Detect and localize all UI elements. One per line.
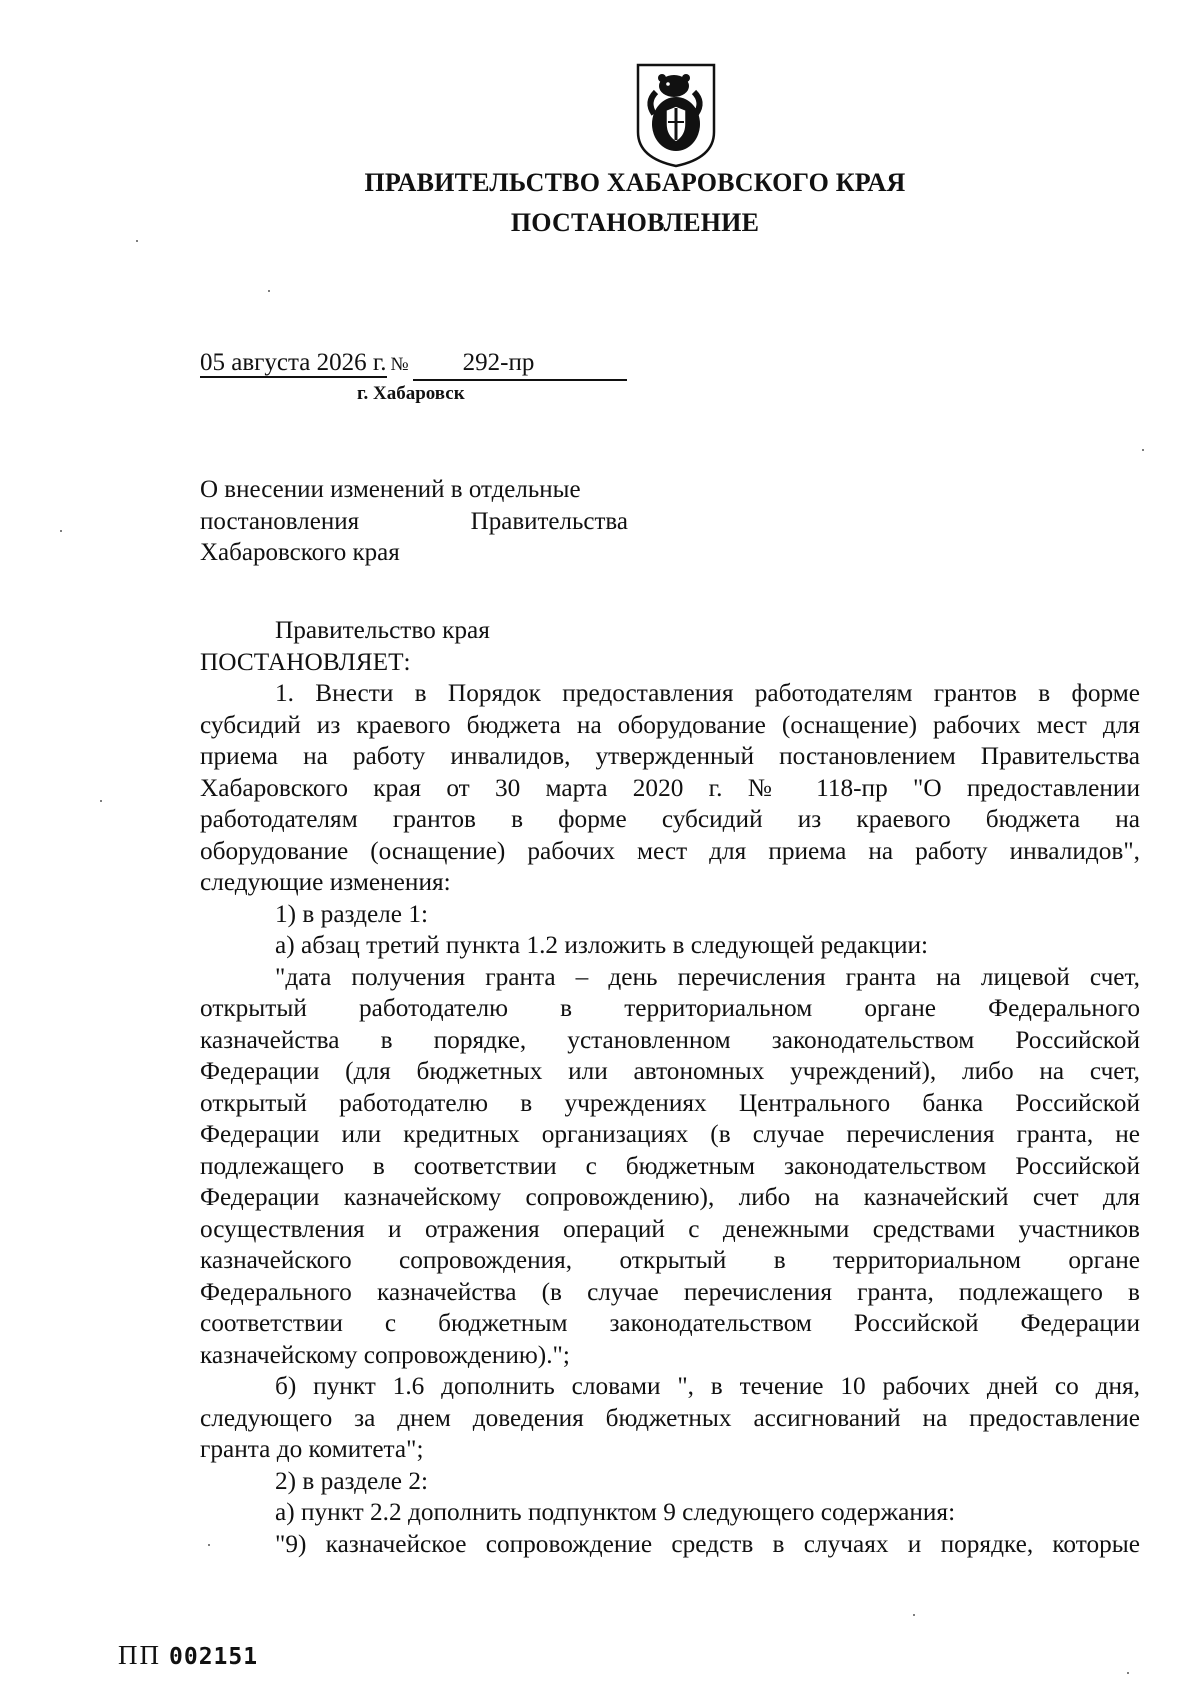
footer-serial — [118, 1640, 258, 1671]
body-line: Хабаровского края от 30 марта 2020 г. № 118-пр "О предоставлении — [200, 773, 1140, 802]
body-line: осуществления и отражения операций с денежными средствами участников — [200, 1214, 1140, 1243]
date-number-line — [200, 347, 627, 381]
document-date: 05 августа 2026 г. — [200, 349, 387, 376]
body-line: ПОСТАНОВЛЯЕТ: — [200, 647, 411, 676]
body-line: Федерации или кредитных организациях (в случае перечисления гранта, не — [200, 1120, 1140, 1148]
scan-speck — [1142, 449, 1144, 451]
body-line: "дата получения гранта – день перечисления гранта на лицевой счет, — [275, 962, 1140, 991]
coat-of-arms-emblem — [634, 62, 718, 168]
body-line: работодателям грантов в форме субсидий из краевого бюджета на — [200, 805, 1140, 833]
document-type-title: ПОСТАНОВЛЕНИЕ — [510, 208, 760, 237]
scan-speck — [136, 240, 138, 242]
bear-icon — [634, 62, 718, 168]
body-line: открытый работодателю в учреждениях Центрального банка Российской — [200, 1088, 1140, 1117]
body-line: казначейскому сопровождению)."; — [200, 1340, 570, 1369]
body-line: 2) в разделе 2: — [275, 1466, 429, 1495]
subject-word: постановления — [200, 507, 360, 535]
body-line: Правительство края — [275, 616, 490, 644]
body-line: открытый работодателю в территориальном органе Федерального — [200, 994, 1140, 1022]
number-sign: № — [390, 354, 409, 375]
document-number: 292-пр — [413, 347, 627, 381]
document-place: г. Хабаровск — [357, 383, 465, 404]
body-line: Федерального казначейства (в случае перечисления гранта, подлежащего в — [200, 1277, 1140, 1306]
body-line: подлежащего в соответствии с бюджетным законодательством Российской — [200, 1151, 1140, 1180]
serial-prefix: ПП — [118, 1640, 161, 1670]
scan-speck — [913, 1614, 915, 1616]
body-line: "9) казначейское сопровождение средств в случаях и порядке, которые — [275, 1529, 1140, 1558]
body-line: субсидий из краевого бюджета на оборудование (оснащение) рабочих мест для — [200, 710, 1140, 739]
serial-number: 002151 — [169, 1644, 259, 1670]
body-line: оборудование (оснащение) рабочих мест для приема на работу инвалидов", — [200, 836, 1140, 865]
subject-line: Хабаровского края — [200, 539, 400, 566]
body-line: б) пункт 1.6 дополнить словами ", в течение 10 рабочих дней со дня, — [275, 1372, 1140, 1400]
scan-speck — [60, 530, 62, 532]
body-line: 1) в разделе 1: — [275, 899, 429, 928]
subject-word: Правительства — [470, 507, 628, 535]
body-line: Федерации казначейскому сопровождению), либо на казначейский счет для — [200, 1183, 1140, 1211]
body-line: следующего за днем доведения бюджетных ассигнований на предоставление — [200, 1403, 1140, 1432]
subject-line: О внесении изменений в отдельные — [200, 476, 581, 503]
document-subject — [200, 474, 628, 569]
body-line: следующие изменения: — [200, 868, 451, 896]
body-line: а) абзац третий пункта 1.2 изложить в следующей редакции: — [275, 931, 929, 959]
body-line: соответствии с бюджетным законодательством Российской Федерации — [200, 1309, 1140, 1337]
document-body — [200, 615, 1140, 1560]
body-line: приема на работу инвалидов, утвержденный постановлением Правительства — [200, 742, 1140, 770]
scan-speck — [208, 1544, 210, 1546]
body-line: гранта до комитета"; — [200, 1435, 424, 1463]
body-line: а) пункт 2.2 дополнить подпунктом 9 следующего содержания: — [275, 1498, 956, 1526]
scan-speck — [1127, 1672, 1129, 1674]
body-line: казначейства в порядке, установленном законодательством Российской — [200, 1025, 1140, 1054]
scan-speck — [268, 290, 270, 292]
body-line: Федерации (для бюджетных или автономных учреждений), либо на счет, — [200, 1057, 1140, 1085]
government-title: ПРАВИТЕЛЬСТВО ХАБАРОВСКОГО КРАЯ — [364, 168, 906, 197]
subject-line — [200, 506, 628, 538]
scan-speck — [100, 800, 102, 802]
body-line: 1. Внести в Порядок предоставления работодателям грантов в форме — [275, 679, 1140, 707]
body-line: казначейского сопровождения, открытый в территориальном органе — [200, 1246, 1140, 1274]
